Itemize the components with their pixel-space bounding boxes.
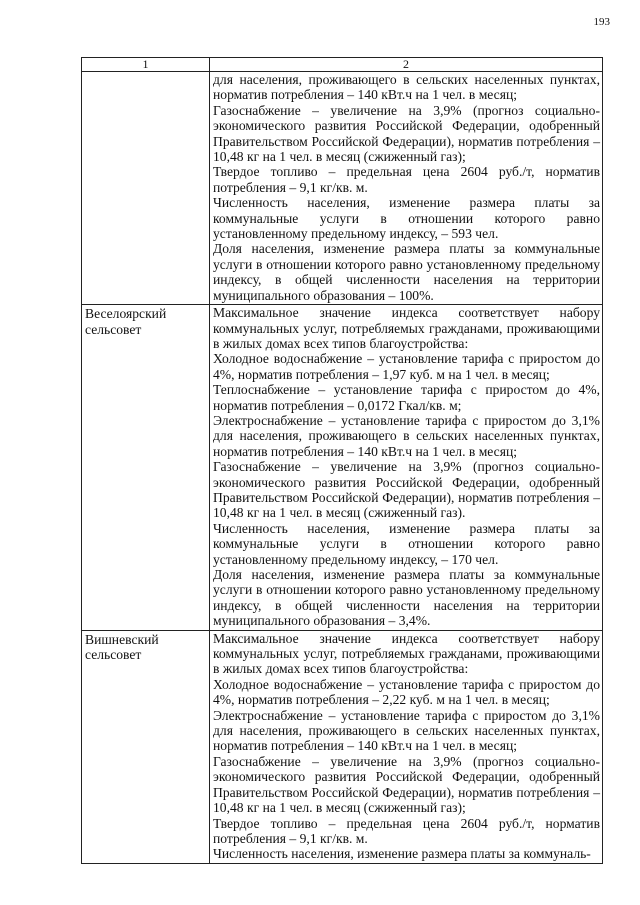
tariff-table	[81, 57, 603, 864]
municipality-label	[85, 72, 207, 73]
description-cell	[210, 630, 603, 863]
paragraph: Газоснабжение – увеличение на 3,9% (прогноз социально-экономического развития Российской Федерации, одобренный Правительством Российской Федерации), норматив потребления – 10,48 кг на 1 чел. в месяц (сжиженный газ);	[213, 102, 600, 165]
paragraph: Электроснабжение – установление тарифа с приростом до 3,1% для населения, проживающего в сельских населенных пунктах, норматив потребления – 140 кВт.ч на 1 чел. в месяц;	[213, 412, 600, 459]
header-cell-1: 1	[82, 58, 210, 72]
table-row	[82, 305, 603, 631]
paragraph: Максимальное значение индекса соответствует набору коммунальных услуг, потребляемых гражданами, проживающими в жилых домах всех типов благоустройства:	[213, 305, 600, 351]
paragraph: Численность населения, изменение размера платы за коммунальные услуги в отношении которого равно установленному предельному индексу, – 170 чел.	[213, 520, 600, 567]
paragraph: Твердое топливо – предельная цена 2604 руб./т, норматив потребления – 9,1 кг/кв. м.	[213, 164, 600, 195]
municipality-label: Веселоярский сельсовет	[85, 306, 167, 337]
table-row	[82, 630, 603, 863]
page-number: 193	[593, 16, 610, 28]
paragraph: Доля населения, изменение размера платы за коммунальные услуги в отношении которого равно установленному предельному индексу, в общей численности населения на территории муниципального образования – 3,4%.	[213, 567, 600, 629]
paragraph: Холодное водоснабжение – установление тарифа с приростом до 4%, норматив потребления – 1,97 куб. м на 1 чел. в месяц;	[213, 351, 600, 382]
table-header-row	[82, 58, 603, 72]
header-cell-2: 2	[210, 58, 603, 72]
paragraph: Численность населения, изменение размера платы за коммунальные услуги в отношении которого равно установленному предельному индексу, – 593 чел.	[213, 195, 600, 242]
paragraph: Газоснабжение – увеличение на 3,9% (прогноз социально-экономического развития Российской Федерации, одобренный Правительством Российской Федерации), норматив потребления – 10,48 кг на 1 чел. в месяц (сжиженный газ).	[213, 459, 600, 521]
paragraph: Газоснабжение – увеличение на 3,9% (прогноз социально-экономического развития Российской Федерации, одобренный Правительством Российской Федерации), норматив потребления – 10,48 кг на 1 чел. в месяц (сжиженный газ);	[213, 753, 600, 816]
municipality-cell	[82, 305, 210, 631]
table-row	[82, 72, 603, 305]
paragraph: Максимальное значение индекса соответствует набору коммунальных услуг, потребляемых гражданами, проживающими в жилых домах всех типов благоустройства:	[213, 630, 600, 677]
paragraph: Холодное водоснабжение – установление тарифа с приростом до 4%, норматив потребления – 2,22 куб. м на 1 чел. в месяц;	[213, 676, 600, 708]
paragraph: для населения, проживающего в сельских населенных пунктах, норматив потребления – 140 кВт.ч на 1 чел. в месяц;	[213, 72, 600, 103]
paragraph: Электроснабжение – установление тарифа с приростом до 3,1% для населения, проживающего в сельских населенных пунктах, норматив потребления – 140 кВт.ч на 1 чел. в месяц;	[213, 707, 600, 754]
description-cell	[210, 305, 603, 631]
description-cell	[210, 72, 603, 305]
paragraph: Численность населения, изменение размера платы за коммуналь-	[213, 846, 591, 862]
municipality-cell	[82, 72, 210, 305]
municipality-cell	[82, 630, 210, 863]
paragraph: Твердое топливо – предельная цена 2604 руб./т, норматив потребления – 9,1 кг/кв. м.	[213, 815, 600, 846]
paragraph: Доля населения, изменение размера платы за коммунальные услуги в отношении которого равно установленному предельному индексу, в общей численности населения на территории муниципального образования – 100%.	[213, 241, 600, 303]
paragraph: Теплоснабжение – установление тарифа с приростом до 4%, норматив потребления – 0,0172 Гкал/кв. м;	[213, 382, 600, 413]
municipality-label: Вишневский сельсовет	[85, 631, 159, 663]
